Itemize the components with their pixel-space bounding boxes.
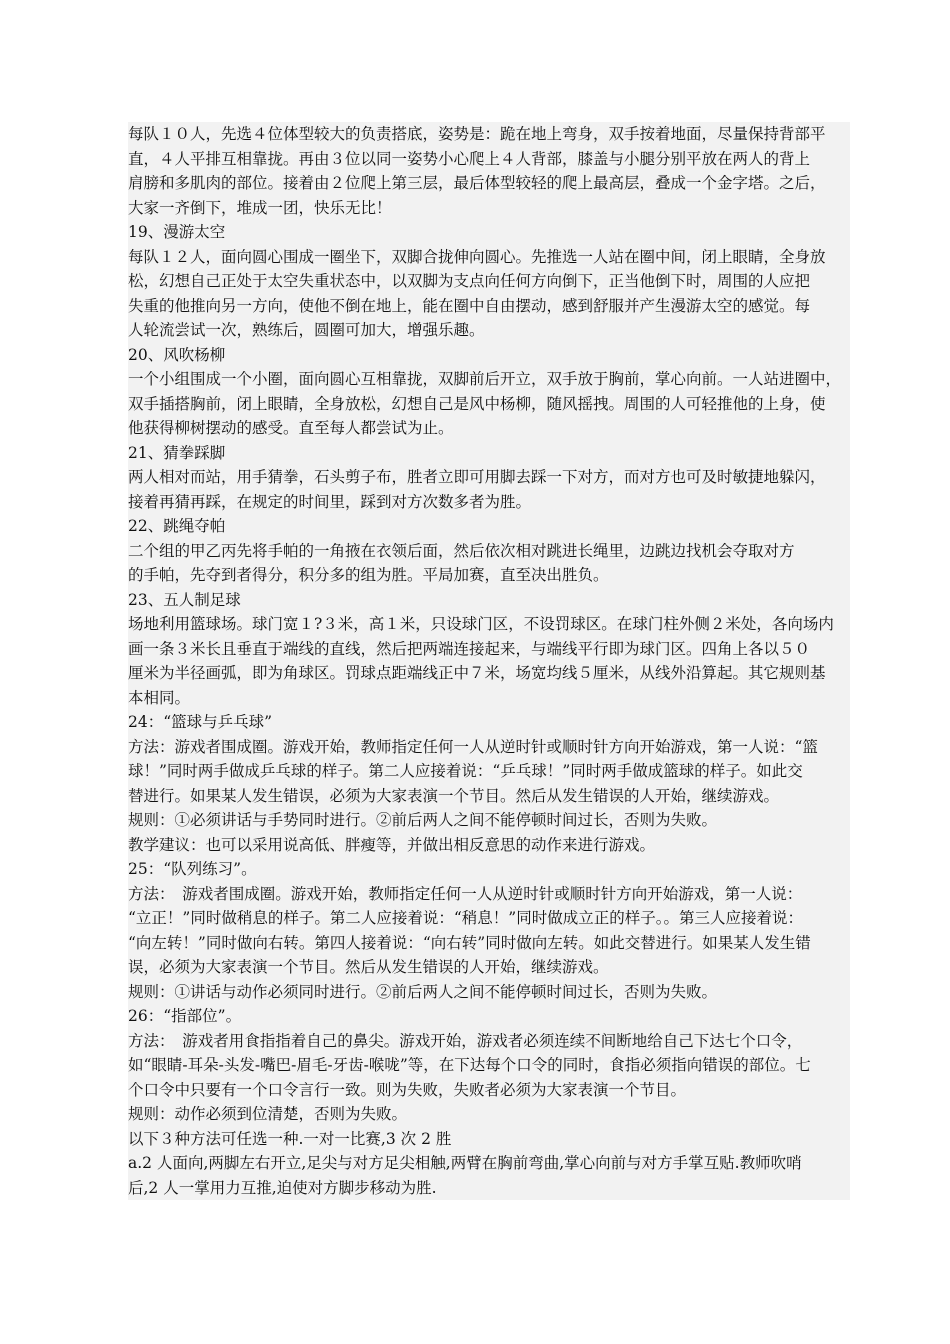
text-line: 替进行。如果某人发生错误，必须为大家表演一个节目。然后从发生错误的人开始，继续游戏。: [128, 784, 850, 809]
text-line: 本相同。: [128, 686, 850, 711]
text-line: 球！”同时两手做成乒乓球的样子。第二人应接着说：“乒乓球！”同时两手做成篮球的样子。如此交: [128, 759, 850, 784]
text-line: 画一条３米长且垂直于端线的直线，然后把两端连接起来，与端线平行即为球门区。四角上各以５０: [128, 637, 850, 662]
text-line: 一个小组围成一个小圈，面向圆心互相靠拢，双脚前后开立，双手放于胸前，掌心向前。一人站进圈中，: [128, 367, 850, 392]
text-line: 后,2 人一掌用力互推,迫使对方脚步移动为胜.: [128, 1176, 850, 1201]
text-line: 22、跳绳夺帕: [128, 514, 850, 539]
text-line: 每队１０人，先选４位体型较大的负责搭底，姿势是：跪在地上弯身，双手按着地面，尽量保持背部平: [128, 122, 850, 147]
text-line: 方法： 游戏者围成圈。游戏开始，教师指定任何一人从逆时针或顺时针方向开始游戏，第一人说：: [128, 882, 850, 907]
text-line: 二个组的甲乙丙先将手帕的一角掖在衣领后面，然后依次相对跳进长绳里，边跳边找机会夺取对方: [128, 539, 850, 564]
text-line: 人轮流尝试一次，熟练后，圆圈可加大，增强乐趣。: [128, 318, 850, 343]
text-line: “向左转！”同时做向右转。第四人接着说：“向右转”同时做向左转。如此交替进行。如果某人发生错: [128, 931, 850, 956]
text-line: 教学建议：也可以采用说高低、胖瘦等，并做出相反意思的动作来进行游戏。: [128, 833, 850, 858]
text-line: 方法： 游戏者用食指指着自己的鼻尖。游戏开始，游戏者必须连续不间断地给自己下达七个口令，: [128, 1029, 850, 1054]
text-line: 每队１２人，面向圆心围成一圈坐下，双脚合拢伸向圆心。先推选一人站在圈中间，闭上眼睛，全身放: [128, 245, 850, 270]
text-line: 误，必须为大家表演一个节目。然后从发生错误的人开始，继续游戏。: [128, 955, 850, 980]
text-line: 大家一齐倒下，堆成一团，快乐无比！: [128, 196, 850, 221]
text-line: 接着再猜再踩，在规定的时间里，踩到对方次数多者为胜。: [128, 490, 850, 515]
text-line: 个口令中只要有一个口令言行一致。则为失败，失败者必须为大家表演一个节目。: [128, 1078, 850, 1103]
document-body: [128, 122, 850, 1200]
text-line: 的手帕，先夺到者得分，积分多的组为胜。平局加赛，直至决出胜负。: [128, 563, 850, 588]
text-line: 21、猜拳踩脚: [128, 441, 850, 466]
text-line: 规则：动作必须到位清楚，否则为失败。: [128, 1102, 850, 1127]
text-line: 方法：游戏者围成圈。游戏开始，教师指定任何一人从逆时针或顺时针方向开始游戏，第一人说：“篮: [128, 735, 850, 760]
text-line: 25：“队列练习”。: [128, 857, 850, 882]
text-line: 他获得柳树摆动的感受。直至每人都尝试为止。: [128, 416, 850, 441]
text-line: 规则：①讲话与动作必须同时进行。②前后两人之间不能停顿时间过长，否则为失败。: [128, 980, 850, 1005]
text-line: 场地利用篮球场。球门宽１?３米，高１米，只设球门区，不设罚球区。在球门柱外侧２米处，各向场内: [128, 612, 850, 637]
text-line: 两人相对而站，用手猜拳，石头剪子布，胜者立即可用脚去踩一下对方，而对方也可及时敏捷地躲闪，: [128, 465, 850, 490]
text-line: 规则：①必须讲话与手势同时进行。②前后两人之间不能停顿时间过长，否则为失败。: [128, 808, 850, 833]
text-line: 26：“指部位”。: [128, 1004, 850, 1029]
text-line: “立正！”同时做稍息的样子。第二人应接着说：“稍息！”同时做成立正的样子。。第三人应接着说：: [128, 906, 850, 931]
text-line: 直，４人平排互相靠拢。再由３位以同一姿势小心爬上４人背部，膝盖与小腿分别平放在两人的背上: [128, 147, 850, 172]
text-line: 双手插搭胸前，闭上眼睛，全身放松，幻想自己是风中杨柳，随风摇拽。周围的人可轻推他的上身，使: [128, 392, 850, 417]
text-line: a.2 人面向,两脚左右开立,足尖与对方足尖相触,两臂在胸前弯曲,掌心向前与对方手掌互贴.教师吹哨: [128, 1151, 850, 1176]
text-line: 厘米为半径画弧，即为角球区。罚球点距端线正中７米，场宽均线５厘米，从线外沿算起。其它规则基: [128, 661, 850, 686]
text-line: 如“眼睛-耳朵-头发-嘴巴-眉毛-牙齿-喉咙”等，在下达每个口令的同时，食指必须指向错误的部位。七: [128, 1053, 850, 1078]
text-line: 23、五人制足球: [128, 588, 850, 613]
text-line: 24：“篮球与乒乓球”: [128, 710, 850, 735]
text-line: 19、漫游太空: [128, 220, 850, 245]
text-line: 肩膀和多肌肉的部位。接着由２位爬上第三层，最后体型较轻的爬上最高层，叠成一个金字塔。之后，: [128, 171, 850, 196]
text-line: 以下３种方法可任选一种.一对一比赛,3 次 2 胜: [128, 1127, 850, 1152]
text-line: 失重的他推向另一方向，使他不倒在地上，能在圈中自由摆动，感到舒服并产生漫游太空的感觉。每: [128, 294, 850, 319]
text-line: 松，幻想自己正处于太空失重状态中，以双脚为支点向任何方向倒下，正当他倒下时，周围的人应把: [128, 269, 850, 294]
text-line: 20、风吹杨柳: [128, 343, 850, 368]
